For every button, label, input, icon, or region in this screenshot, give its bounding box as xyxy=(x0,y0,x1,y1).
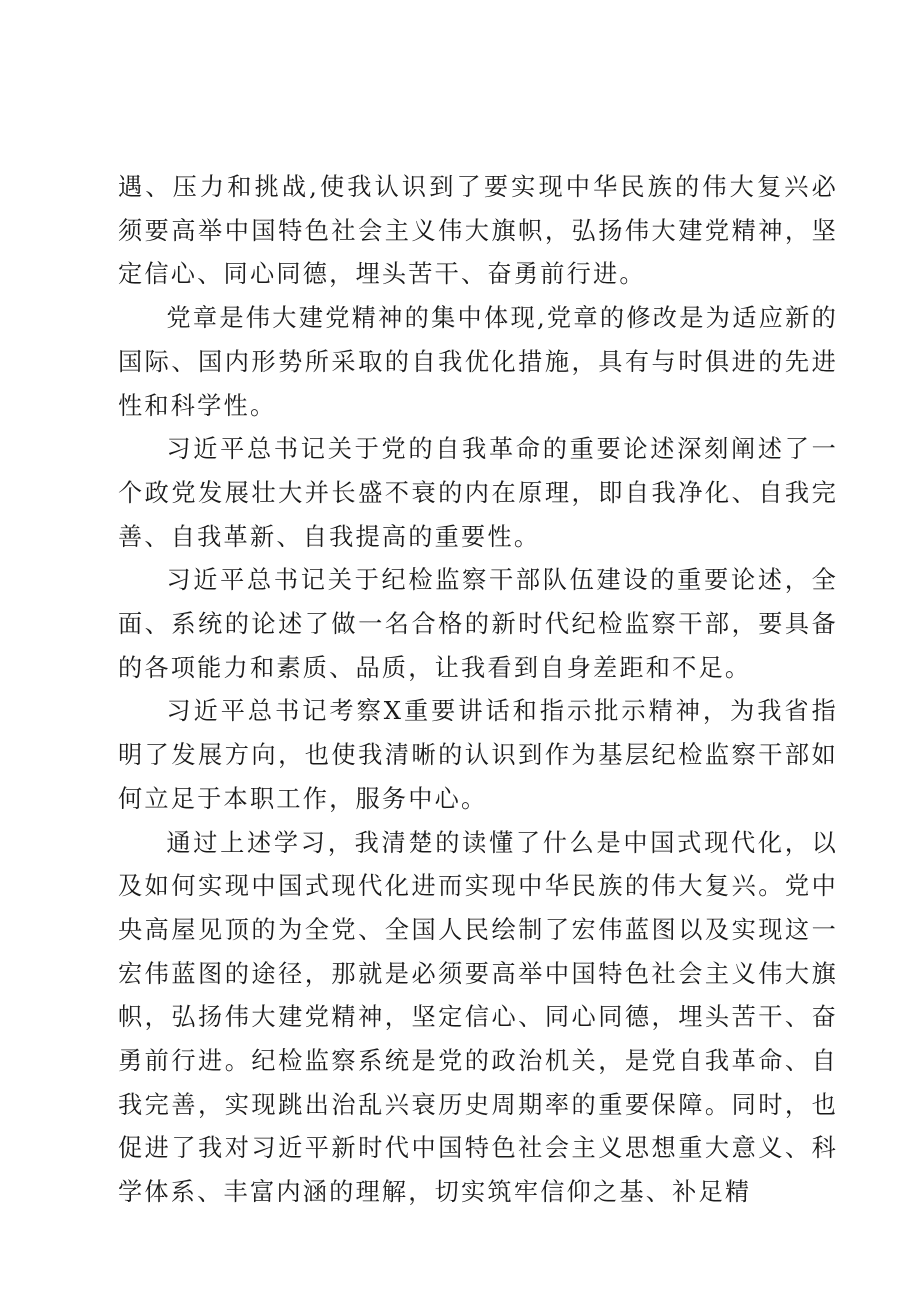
paragraph-discipline-team: 习近平总书记关于纪检监察干部队伍建设的重要论述，全面、系统的论述了做一名合格的新时代纪检监察干部，要具备的各项能力和素质、品质，让我看到自身差距和不足。 xyxy=(118,566,838,682)
paragraph-continued: 遇、压力和挑战,使我认识到了要实现中华民族的伟大复兴必须要高举中国特色社会主义伟大旗帜，弘扬伟大建党精神，坚定信心、同心同德，埋头苦干、奋勇前行进。 xyxy=(118,173,838,289)
paragraph-study-summary: 通过上述学习，我清楚的读懂了什么是中国式现代化，以及如何实现中国式现代化进而实现中华民族的伟大复兴。党中央高屋见顶的为全党、全国人民绘制了宏伟蓝图以及实现这一宏伟蓝图的途径，那就是必须要高举中国特色社会主义伟大旗帜，弘扬伟大建党精神，坚定信心、同心同德，埋头苦干、奋勇前行进。纪检监察系统是党的政治机关，是党自我革命、自我完善，实现跳出治乱兴衰历史周期率的重要保障。同时，也促进了我对习近平新时代中国特色社会主义思想重大意义、科学体系、丰富内涵的理解，切实筑牢信仰之基、补足精 xyxy=(118,828,838,1207)
paragraph-inspection-speech: 习近平总书记考察X重要讲话和指示批示精神，为我省指明了发展方向，也使我清晰的认识到作为基层纪检监察干部如何立足于本职工作，服务中心。 xyxy=(118,697,838,813)
paragraph-party-constitution: 党章是伟大建党精神的集中体现,党章的修改是为适应新的国际、国内形势所采取的自我优化措施，具有与时俱进的先进性和科学性。 xyxy=(118,304,838,420)
paragraph-self-revolution: 习近平总书记关于党的自我革命的重要论述深刻阐述了一个政党发展壮大并长盛不衰的内在原理，即自我净化、自我完善、自我革新、自我提高的重要性。 xyxy=(118,435,838,551)
document-body xyxy=(118,166,838,1215)
